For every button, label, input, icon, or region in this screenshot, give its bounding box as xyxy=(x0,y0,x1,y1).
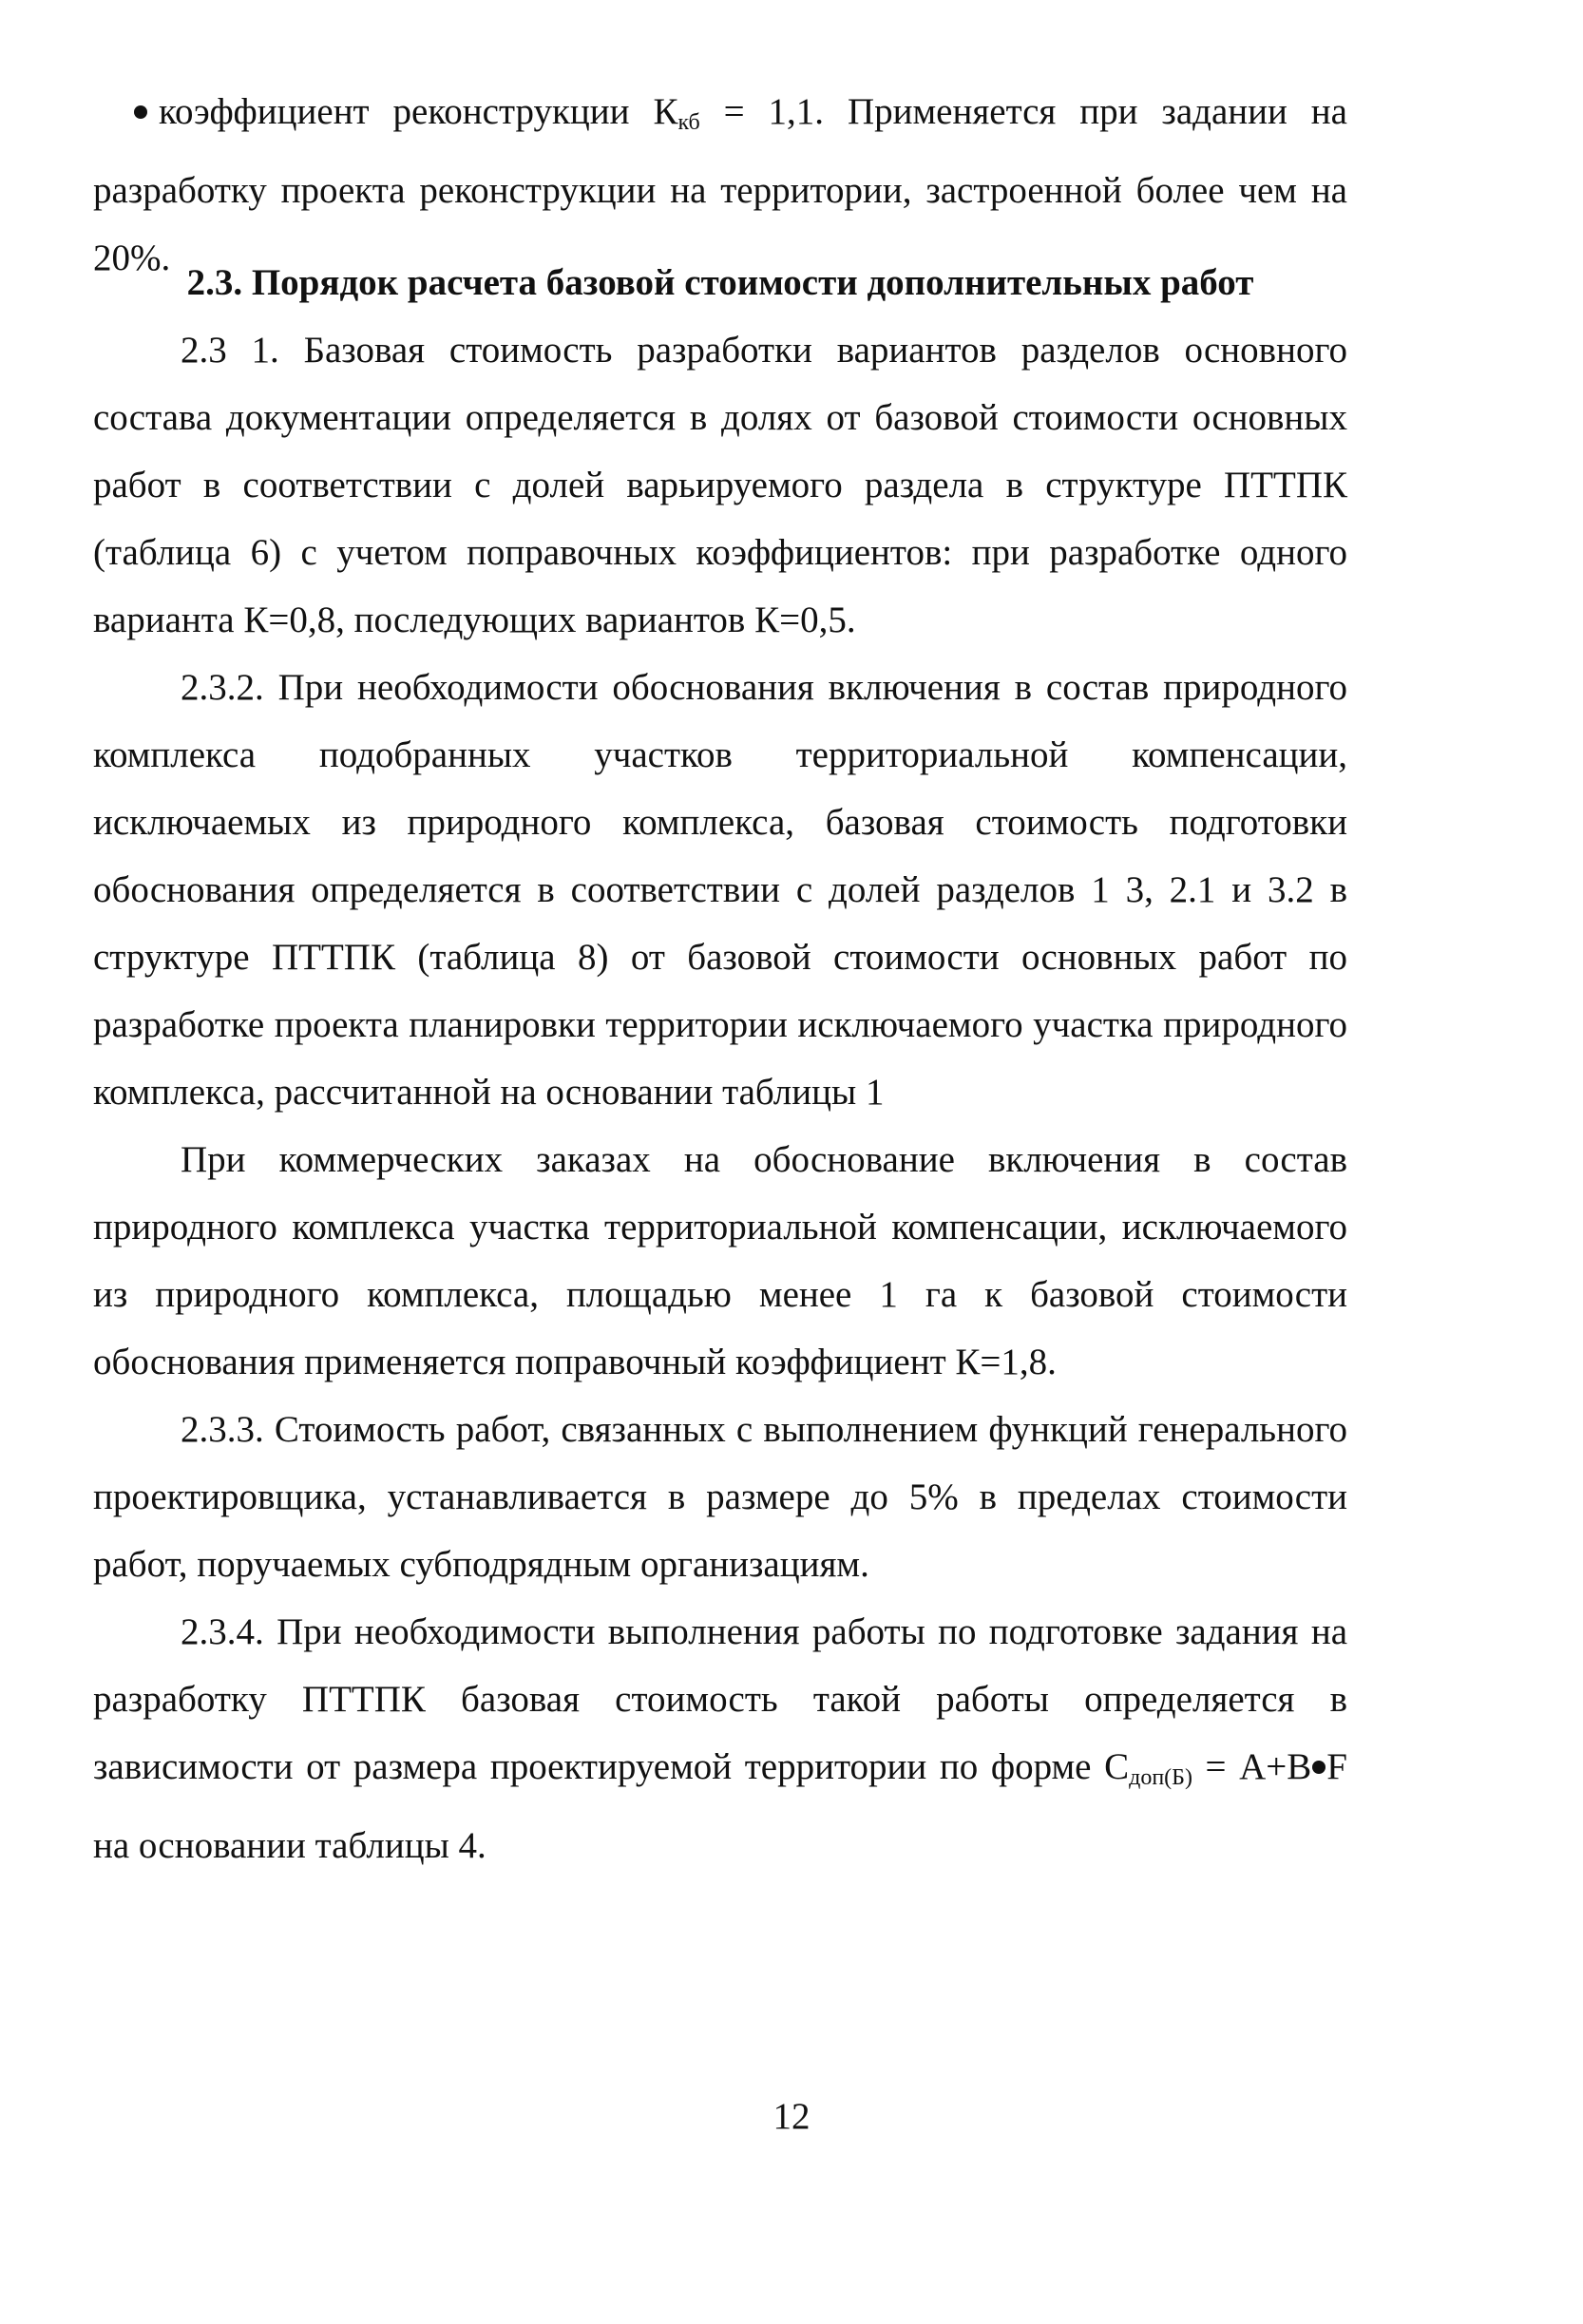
paragraph-2-3-4-end: F на основании таблицы 4. xyxy=(93,1746,1347,1866)
multiplication-dot-icon xyxy=(1312,1761,1326,1774)
formula-subscript: доп(Б) xyxy=(1129,1765,1192,1790)
section-2-3 xyxy=(93,249,1347,1879)
bullet-subscript: кб xyxy=(677,110,700,135)
bullet-text-start: коэффициент реконструкции К xyxy=(159,91,678,132)
section-heading: 2.3. Порядок расчета базовой стоимости дополнительных работ xyxy=(186,262,1254,303)
paragraph-commercial: При коммерческих заказах на обоснование включения в состав природного комплекса участка территориальной компенсации, исключаемого из природного комплекса, площадью менее 1 га к базовой стоимости обоснования применяется поправочный коэффициент К=1,8. xyxy=(93,1139,1347,1382)
paragraph-2-3-4-text: 2.3.4. При необходимости выполнения работы по подготовке задания на разработку ПТТПК базовая стоимость такой работы определяется в зависимости от размера проектируемой территории по форме С xyxy=(93,1611,1347,1787)
bullet-dot-icon xyxy=(134,105,147,119)
paragraph-2-3-4 xyxy=(93,1598,1347,1879)
page-number: 12 xyxy=(772,2096,811,2137)
formula-text: = А+В xyxy=(1192,1746,1312,1787)
paragraph-2-3-1: 2.3 1. Базовая стоимость разработки вариантов разделов основного состава документации определяется в долях от базовой стоимости основных работ в соответствии с долей варьируемого раздела в структуре ПТТПК (таблица 6) с учетом поправочных коэффициентов: при разработке одного варианта К=0,8, последующих вариантов К=0,5. xyxy=(93,330,1347,640)
bullet-text-end: = 1,1. Применяется при задании на разработку проекта реконструкции на территории, застроенной более чем на 20%. xyxy=(93,91,1347,278)
paragraph-2-3-2: 2.3.2. При необходимости обоснования включения в состав природного комплекса подобранных участков территориальной компенсации, исключаемых из природного комплекса, базовая стоимость подготовки обоснования определяется в соответствии с долей разделов 1 3, 2.1 и 3.2 в структуре ПТТПК (таблица 8) от базовой стоимости основных работ по разработке проекта планировки территории исключаемого участка природного комплекса, рассчитанной на основании таблицы 1 xyxy=(93,667,1347,1113)
paragraph-2-3-3: 2.3.3. Стоимость работ, связанных с выполнением функций генерального проектировщика, устанавливается в размере до 5% в пределах стоимости работ, поручаемых субподрядным организациям. xyxy=(93,1409,1347,1585)
